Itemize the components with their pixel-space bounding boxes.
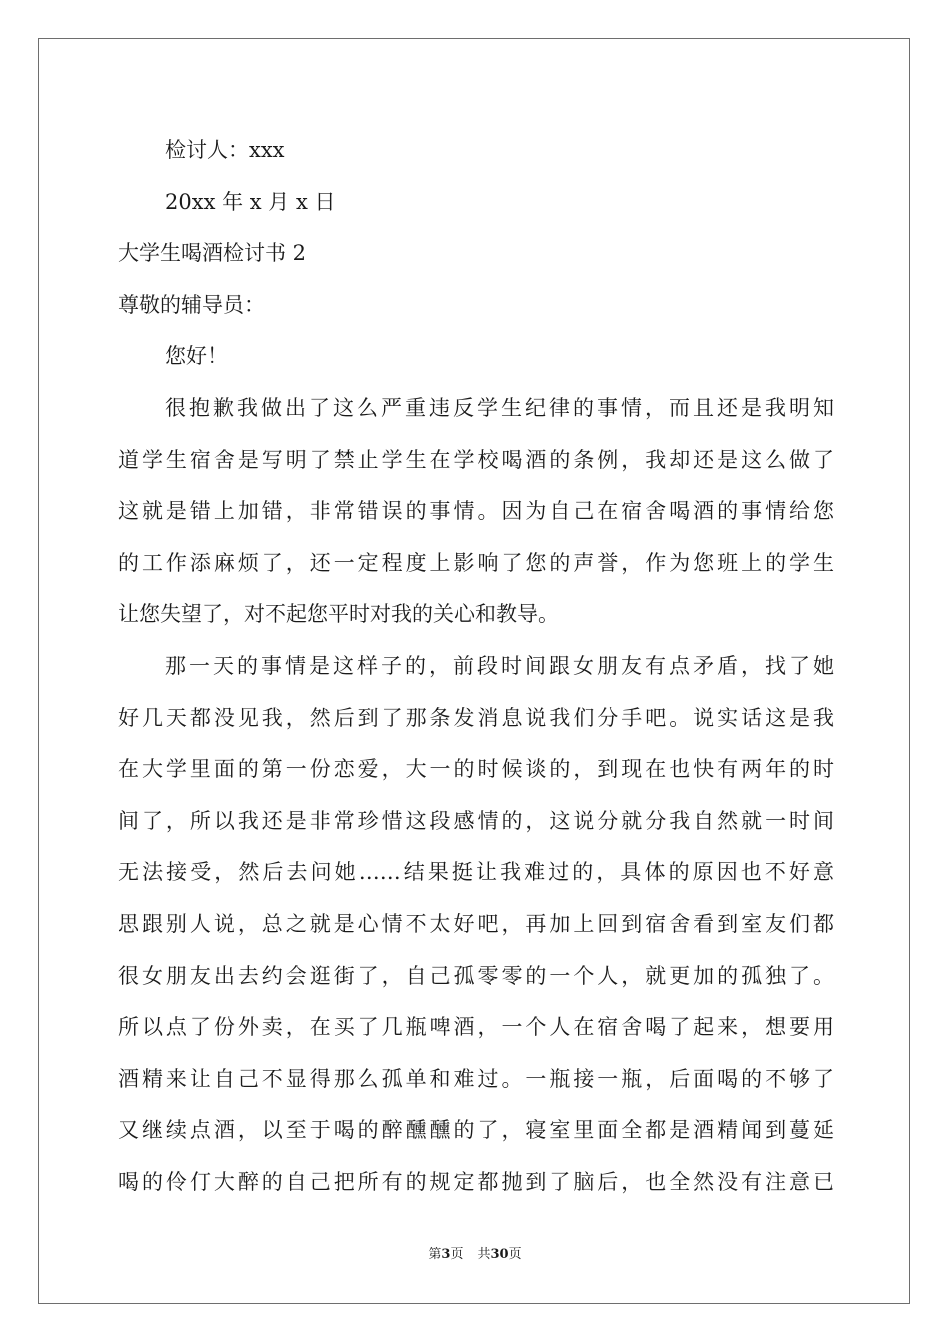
document-title: 大学生喝酒检讨书 2 [118,241,307,266]
paragraph-line: 很女朋友出去约会逛街了，自己孤零零的一个人，就更加的孤独了。 [118,963,834,988]
paragraph-line: 在大学里面的第一份恋爱，大一的时候谈的，到现在也快有两年的时 [118,757,834,782]
paragraph-line: 好几天都没见我，然后到了那条发消息说我们分手吧。说实话这是我 [118,705,834,730]
page-number-current: 3 [441,1247,451,1262]
paragraph-apology [118,386,834,644]
page-footer [0,1247,950,1263]
paragraph-line: 酒精来让自己不显得那么孤单和难过。一瓶接一瓶，后面喝的不够了 [118,1066,834,1091]
paragraph-line: 道学生宿舍是写明了禁止学生在学校喝酒的条例，我却还是这么做了 [118,447,834,472]
paragraph-line: 的工作添麻烦了，还一定程度上影响了您的声誉，作为您班上的学生 [118,550,834,575]
paragraph-line: 无法接受，然后去问她……结果挺让我难过的，具体的原因也不好意 [118,860,834,885]
paragraph-line: 间了，所以我还是非常珍惜这段感情的，这说分就分我自然就一时间 [118,808,834,833]
page-total-suffix: 页 [508,1247,522,1262]
reviewer-signature: 检讨人：xxx [165,138,285,162]
paragraph-line: 这就是错上加错，非常错误的事情。因为自己在宿舍喝酒的事情给您 [118,499,834,524]
paragraph-line: 思跟别人说，总之就是心情不太好吧，再加上回到宿舍看到室友们都 [118,911,834,936]
paragraph-line: 喝的伶仃大醉的自己把所有的规定都抛到了脑后，也全然没有注意已 [118,1169,834,1194]
page-total-prefix: 共 [477,1247,491,1262]
page-number-suffix: 页 [450,1247,464,1262]
greeting: 您好！ [165,344,228,369]
document-body [118,128,834,1211]
paragraph-line: 那一天的事情是这样子的，前段时间跟女朋友有点矛盾，找了她 [165,653,834,678]
signature-date: 20xx 年 x 月 x 日 [165,189,336,214]
paragraph-line: 又继续点酒，以至于喝的醉醺醺的了，寝室里面全都是酒精闻到蔓延 [118,1118,834,1143]
paragraph-story [118,644,834,1212]
paragraph-line: 让您失望了，对不起您平时对我的关心和教导。 [118,602,559,627]
paragraph-line: 所以点了份外卖，在买了几瓶啤酒，一个人在宿舍喝了起来，想要用 [118,1015,834,1040]
salutation: 尊敬的辅导员： [118,292,265,317]
page-number-total: 30 [490,1247,509,1262]
paragraph-line: 很抱歉我做出了这么严重违反学生纪律的事情，而且还是我明知 [165,395,834,420]
page-number-prefix: 第 [428,1247,442,1262]
